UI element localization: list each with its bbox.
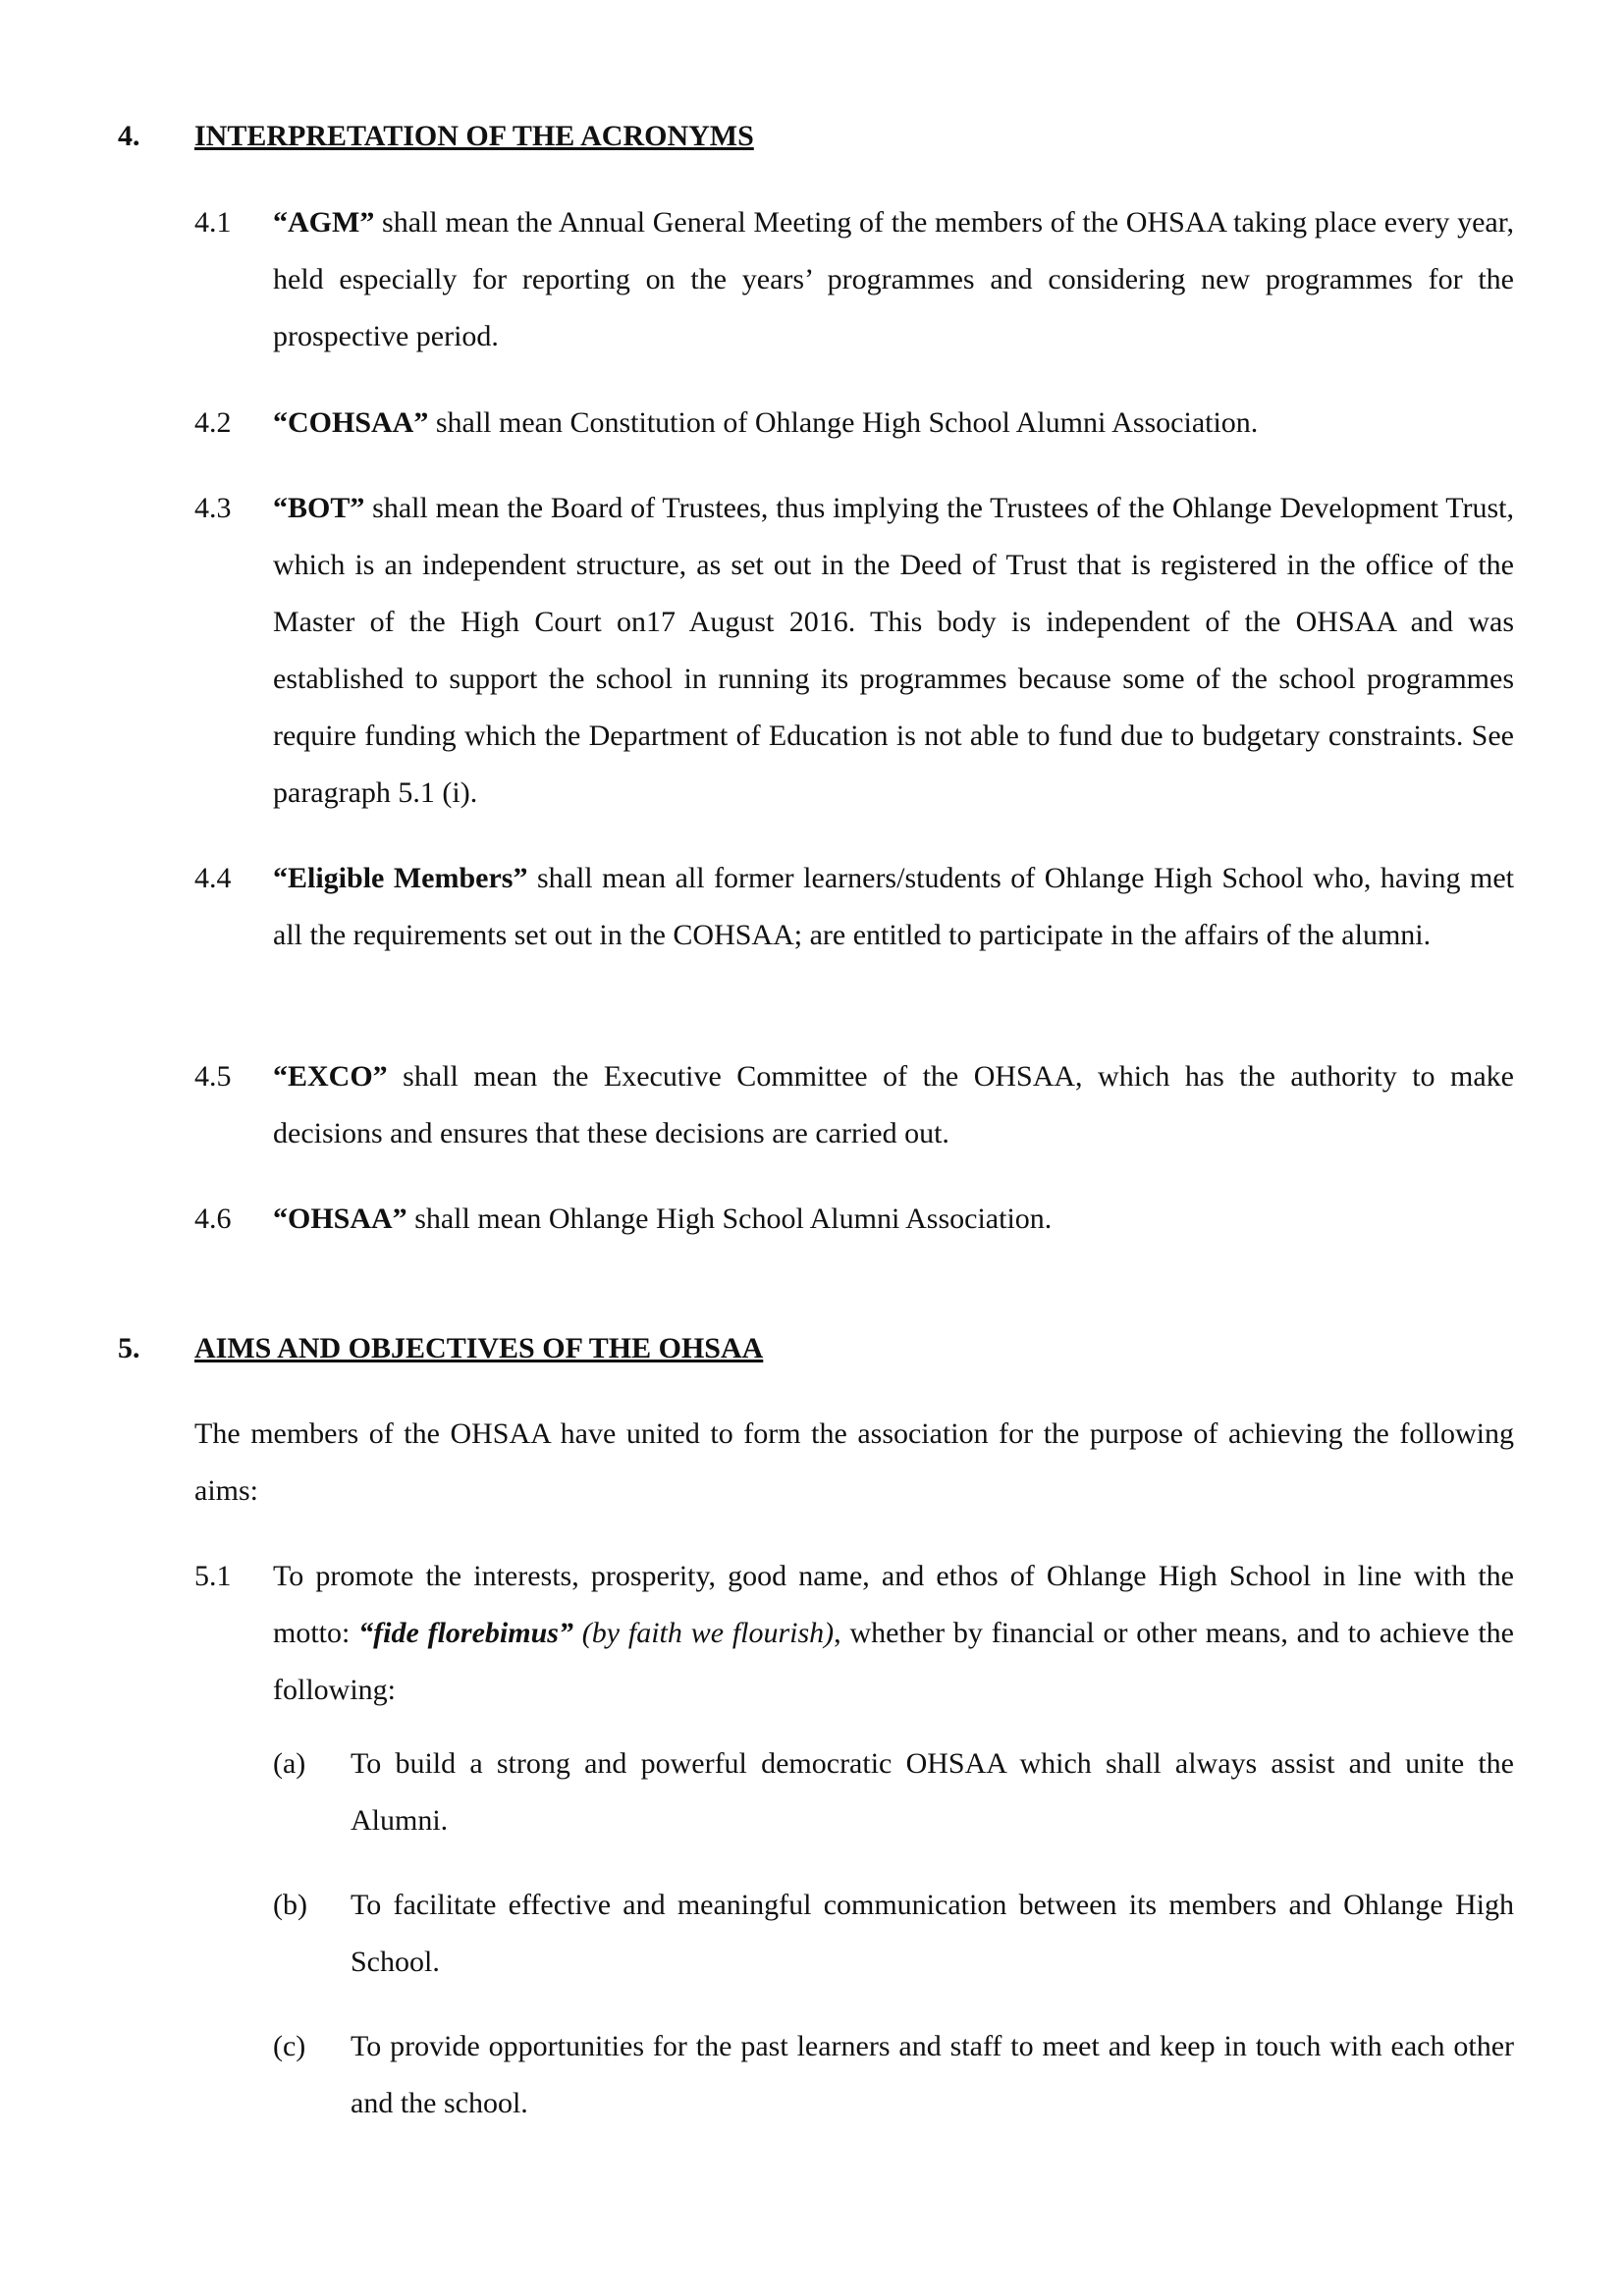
item-number: 4.2 xyxy=(194,406,232,439)
section-number: 5. xyxy=(118,1332,140,1364)
item-number: 4.3 xyxy=(194,492,232,524)
defined-term: “BOT” xyxy=(273,492,365,524)
defined-term: “EXCO” xyxy=(273,1060,388,1093)
section-number: 4. xyxy=(118,120,140,152)
school-motto: “fide florebimus” xyxy=(358,1617,573,1649)
sub-item-label: (c) xyxy=(273,2030,306,2062)
definition-item-cohsaa xyxy=(194,395,1514,452)
sub-item-label: (b) xyxy=(273,1889,307,1921)
sub-item-text: To build a strong and powerful democratic OHSAA which shall always assist and unite the Alumni. xyxy=(351,1747,1514,1837)
section-5-intro: The members of the OHSAA have united to form the association for the purpose of achieving the following aims: xyxy=(194,1417,1514,1507)
definition-item-eligible-members xyxy=(194,850,1514,964)
motto-translation: (by faith we flourish) xyxy=(572,1617,835,1649)
section-title: INTERPRETATION OF THE ACRONYMS xyxy=(194,120,754,152)
definition-text: shall mean Ohlange High School Alumni Association. xyxy=(406,1202,1053,1235)
item-text xyxy=(273,395,1514,452)
defined-term: “OHSAA” xyxy=(273,1202,407,1235)
definition-item-bot xyxy=(194,480,1514,822)
sub-aim-b xyxy=(273,1877,1514,1991)
aim-text-before: To promote the interests, prosperity, good name, and ethos of Ohlange High School in line with the motto: xyxy=(273,1560,1514,1649)
definition-text: shall mean the Annual General Meeting of the members of the OHSAA taking place every year, held especially for reporting on the years’ programmes and considering new programmes for the prospective period. xyxy=(273,206,1514,352)
item-text xyxy=(273,1548,1514,1719)
item-text xyxy=(273,1191,1514,1248)
item-number: 4.6 xyxy=(194,1202,232,1235)
sub-item-text: To provide opportunities for the past learners and staff to meet and keep in touch with each other and the school. xyxy=(351,2030,1514,2119)
section-title: AIMS AND OBJECTIVES OF THE OHSAA xyxy=(194,1332,764,1364)
item-text xyxy=(273,480,1514,822)
item-number: 5.1 xyxy=(194,1560,232,1592)
defined-term: “COHSAA” xyxy=(273,406,429,439)
item-text xyxy=(273,1048,1514,1162)
item-number: 4.5 xyxy=(194,1060,232,1093)
definition-text: shall mean the Executive Committee of the OHSAA, which has the authority to make decisions and ensures that these decisions are carried out. xyxy=(273,1060,1514,1149)
definition-text: shall mean the Board of Trustees, thus implying the Trustees of the Ohlange Development Trust, which is an independent structure, as set out in the Deed of Trust that is registered in the office of the Master of the High Court on17 August 2016. This body is independent of the OHSAA and was established to support the school in running its programmes because some of the school programmes require funding which the Department of Education is not able to fund due to budgetary constraints. See paragraph 5.1 (i). xyxy=(273,492,1514,809)
definition-text: shall mean all former learners/students of Ohlange High School who, having met all the requirements set out in the COHSAA; are entitled to participate in the affairs of the alumni. xyxy=(273,862,1514,951)
item-number: 4.1 xyxy=(194,206,232,239)
item-text xyxy=(273,850,1514,964)
defined-term: “Eligible Members” xyxy=(273,862,528,894)
aim-text-after: , whether by financial or other means, and to achieve the following: xyxy=(273,1617,1514,1706)
definition-text: shall mean Constitution of Ohlange High School Alumni Association. xyxy=(428,406,1259,439)
sub-aim-c xyxy=(273,2018,1514,2132)
sub-aim-a xyxy=(273,1735,1514,1849)
item-number: 4.4 xyxy=(194,862,232,894)
definition-item-exco xyxy=(194,1048,1514,1162)
definition-item-agm xyxy=(194,194,1514,365)
aim-item-5-1 xyxy=(194,1548,1514,1719)
definition-item-ohsaa xyxy=(194,1191,1514,1248)
item-text xyxy=(273,194,1514,365)
defined-term: “AGM” xyxy=(273,206,375,239)
sub-item-label: (a) xyxy=(273,1747,306,1780)
sub-item-text: To facilitate effective and meaningful communication between its members and Ohlange High School. xyxy=(351,1889,1514,1978)
